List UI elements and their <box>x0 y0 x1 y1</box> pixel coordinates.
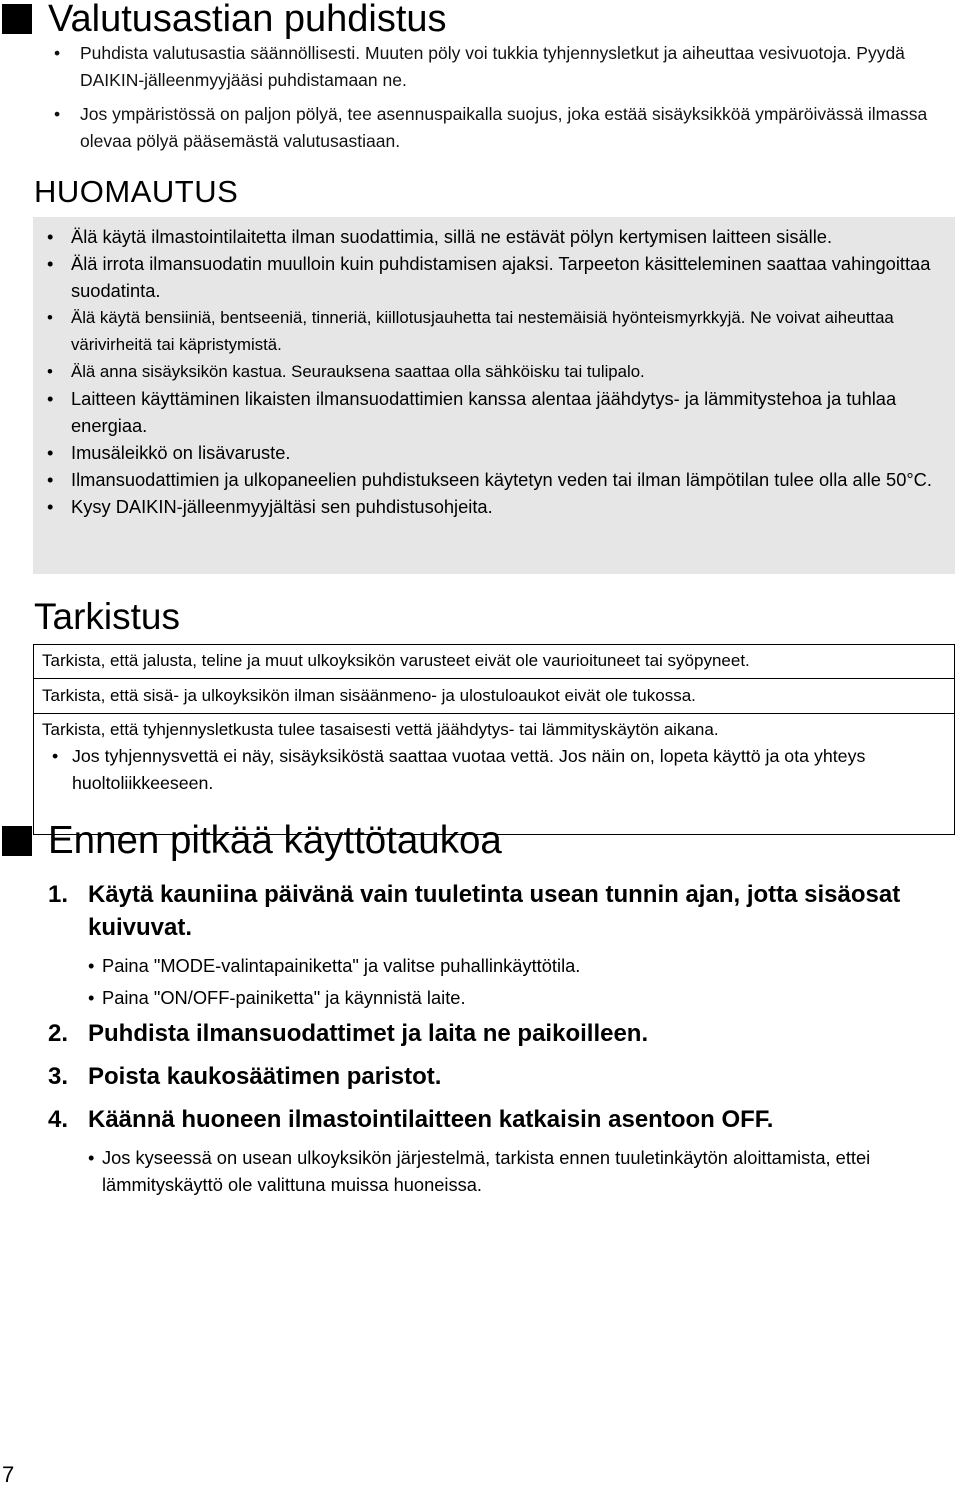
check-row-text: Tarkista, että tyhjennysletkusta tulee tasaisesti vettä jäähdytys- tai lämmityskäytön aikana. <box>42 720 719 739</box>
note-item: • Älä irrota ilmansuodatin muulloin kuin puhdistamisen ajaksi. Tarpeeton käsitteleminen saattaa vahingoittaa suodatinta. <box>47 250 943 304</box>
section-title-kayttotauko: Ennen pitkää käyttötaukoa <box>48 819 502 862</box>
note-item: • Ilmansuodattimien ja ulkopaneelien puhdistukseen käytetyn veden tai ilman lämpötilan tulee olla alle 50°C. <box>47 466 943 493</box>
note-title: HUOMAUTUS <box>34 174 239 209</box>
check-row-sublist <box>42 743 946 797</box>
step-item <box>48 1103 958 1198</box>
step-number: 4. <box>48 1106 69 1133</box>
step-number: 3. <box>48 1063 69 1090</box>
step-item <box>48 1017 958 1050</box>
step-number: 1. <box>48 881 69 908</box>
note-item: • Älä käytä ilmastointilaitetta ilman suodattimia, sillä ne estävät pölyn kertymisen laitteen sisälle. <box>47 223 943 250</box>
step-sublist <box>88 952 958 1011</box>
step-subitem: • Jos kyseessä on usean ulkoyksikön järjestelmä, tarkista ennen tuuletinkäytön aloittamista, ettei lämmityskäyttö ole valittuna muissa huoneissa. <box>88 1144 958 1198</box>
step-text: Puhdista ilmansuodattimet ja laita ne paikoilleen. <box>88 1020 649 1047</box>
step-item <box>48 878 958 1011</box>
step-sublist <box>88 1144 958 1198</box>
section1-bullet: • Puhdista valutusastia säännöllisesti. Muuten pöly voi tukkia tyhjennysletkut ja aiheuttaa vesivuotoja. Pyydä DAIKIN-jälleenmyyjääsi puhdistamaan ne. <box>54 40 954 94</box>
check-row-text: Tarkista, että jalusta, teline ja muut ulkoyksikön varusteet eivät ole vaurioituneet tai syöpyneet. <box>34 645 955 679</box>
table-row <box>34 645 955 679</box>
note-item: • Kysy DAIKIN-jälleenmyyjältäsi sen puhdistusohjeita. <box>47 493 943 520</box>
note-item: • Laitteen käyttäminen likaisten ilmansuodattimien kanssa alentaa jäähdytys- ja lämmitystehoa ja tuhlaa energiaa. <box>47 385 943 439</box>
step-text: Poista kaukosäätimen paristot. <box>88 1063 442 1090</box>
check-title: Tarkistus <box>34 596 180 637</box>
step-item <box>48 1060 958 1093</box>
page-number: 7 <box>2 1462 15 1487</box>
note-box <box>33 217 955 574</box>
step-text: Käytä kauniina päivänä vain tuuletinta usean tunnin ajan, jotta sisäosat kuivuvat. <box>88 881 901 941</box>
section-square-icon <box>2 826 32 856</box>
step-number: 2. <box>48 1020 69 1047</box>
check-row-subitem: • Jos tyhjennysvettä ei näy, sisäyksiköstä saattaa vuotaa vettä. Jos näin on, lopeta käyttö ja ota yhteys huoltoliikkeeseen. <box>42 743 946 797</box>
steps-list <box>48 878 958 1203</box>
check-table <box>33 644 955 835</box>
step-subitem: • Paina "ON/OFF-painiketta" ja käynnistä laite. <box>88 984 958 1011</box>
section-square-icon <box>2 4 32 34</box>
section-title-valutusastia: Valutusastian puhdistus <box>48 0 447 40</box>
note-item: • Älä anna sisäyksikön kastua. Seurauksena saattaa olla sähköisku tai tulipalo. <box>47 358 943 385</box>
note-item: • Älä käytä bensiiniä, bentseeniä, tinneriä, kiillotusjauhetta tai nestemäisiä hyönteismyrkkyjä. Ne voivat aiheuttaa värivirheitä tai käpristymistä. <box>47 304 943 358</box>
note-item: • Imusäleikkö on lisävaruste. <box>47 439 943 466</box>
table-row <box>34 714 955 835</box>
section1-bullet: • Jos ympäristössä on paljon pölyä, tee asennuspaikalla suojus, joka estää sisäyksikköä ympäröivässä ilmassa olevaa pölyä pääsemästä valutusastiaan. <box>54 101 954 155</box>
check-row-text: Tarkista, että sisä- ja ulkoyksikön ilman sisäänmeno- ja ulostuloaukot eivät ole tukossa. <box>34 679 955 714</box>
step-subitem: • Paina "MODE-valintapainiketta" ja valitse puhallinkäyttötila. <box>88 952 958 979</box>
note-list <box>47 223 943 520</box>
table-row <box>34 679 955 714</box>
section1-bullet-list <box>54 40 954 162</box>
step-text: Käännä huoneen ilmastointilaitteen katkaisin asentoon OFF. <box>88 1106 774 1133</box>
check-row-cell <box>34 714 955 835</box>
